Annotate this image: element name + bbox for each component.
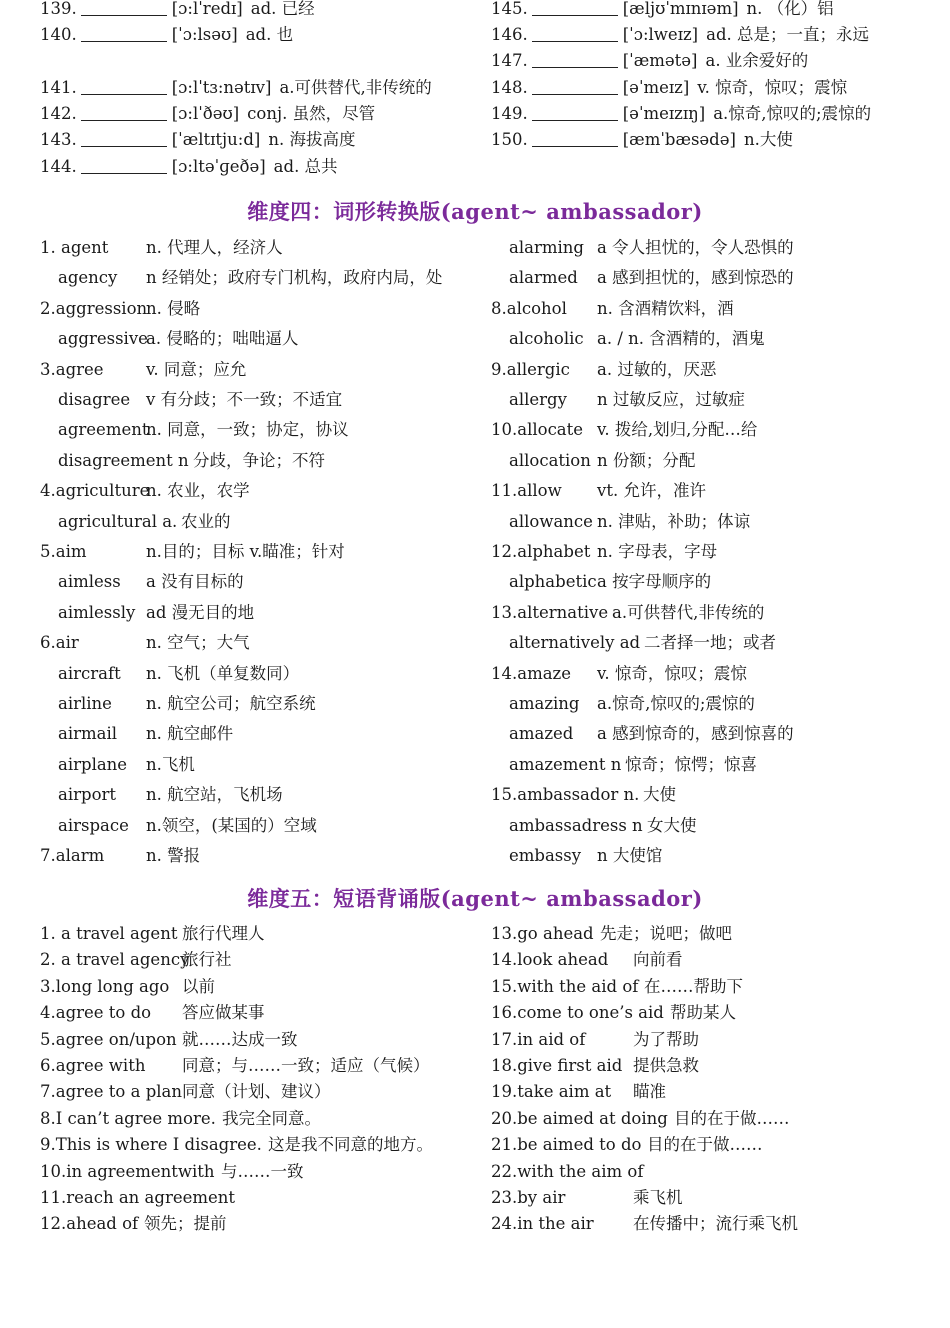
- phrase: 14.look ahead: [491, 950, 609, 970]
- word-form: airplane: [58, 754, 128, 774]
- word-form: disagreement n: [58, 450, 189, 470]
- answer-blank[interactable]: [81, 0, 167, 16]
- vocab-row: [491, 49, 808, 73]
- word-meaning: n. 航空公司；航空系统: [146, 694, 316, 713]
- phonetic: [əˈmeɪz]: [622, 78, 690, 97]
- phrase-meaning: 帮助某人: [670, 1003, 736, 1023]
- phrase-meaning: 瞄准: [633, 1082, 666, 1102]
- phrase-meaning: 先走；说吧；做吧: [600, 924, 732, 943]
- word-meaning: a. / n. 含酒精的，酒鬼: [597, 329, 765, 349]
- word-meaning: a 没有目标的: [146, 572, 244, 592]
- vocab-number: 149.: [491, 104, 528, 123]
- vocab-meaning: a.惊奇,惊叹的;震惊的: [713, 104, 872, 123]
- phrase-meaning: 我完全同意。: [222, 1108, 321, 1128]
- vocab-row: [491, 76, 847, 100]
- word-form: 1. agent: [40, 238, 109, 257]
- phrase-meaning: 同意（计划、建议）: [182, 1082, 331, 1102]
- word-meaning: n. 侵略: [146, 298, 201, 318]
- phrase-meaning: 在传播中；流行乘飞机: [633, 1214, 798, 1234]
- word-form: alarmed: [509, 268, 578, 288]
- word-form: 6.air: [40, 633, 79, 653]
- phrase-row: [0, 1160, 950, 1184]
- phrase: 10.in agreementwith: [40, 1161, 215, 1181]
- word-form-row: [0, 692, 950, 716]
- word-form: airport: [58, 785, 117, 805]
- word-form: alarming: [509, 238, 584, 257]
- word-form: 2.aggression: [40, 298, 148, 318]
- word-form: aimlessly: [58, 602, 136, 622]
- phrase-row: [0, 1054, 950, 1078]
- word-form: embassy: [509, 846, 582, 865]
- word-meaning: a 按字母顺序的: [597, 572, 712, 592]
- vocab-row: [491, 102, 871, 126]
- vocab-row: [40, 128, 355, 152]
- vocab-row: [40, 23, 293, 47]
- answer-blank[interactable]: [81, 102, 167, 121]
- word-form-row: [0, 388, 950, 412]
- word-meaning: 二者择一地；或者: [644, 633, 776, 653]
- word-form-row: [0, 783, 950, 807]
- phrase: 2. a travel agency: [40, 950, 190, 970]
- word-form-row: [0, 236, 950, 260]
- word-meaning: n. 同意，一致；协定，协议: [146, 420, 349, 440]
- word-form-row: [0, 266, 950, 290]
- vocab-meaning: v. 惊奇，惊叹；震惊: [697, 78, 848, 97]
- word-form: amazing: [509, 694, 580, 713]
- word-meaning: n. 字母表，字母: [597, 542, 718, 561]
- word-meaning: n 经销处；政府专门机构，政府内局，处: [146, 268, 443, 288]
- word-form-row: [0, 540, 950, 564]
- word-form: airmail: [58, 724, 118, 744]
- phrase: 18.give first aid: [491, 1056, 623, 1075]
- phrase: 20.be aimed at doing: [491, 1108, 668, 1128]
- word-form: allowance: [509, 511, 593, 531]
- phrase-meaning: 答应做某事: [182, 1003, 265, 1023]
- vocab-meaning: ad. 总共: [273, 157, 338, 176]
- word-form: allergy: [509, 390, 567, 409]
- phrase-meaning: 与……一致: [221, 1161, 304, 1181]
- word-form: 10.allocate: [491, 420, 584, 440]
- vocab-number: 150.: [491, 130, 528, 149]
- phonetic: [ˈæltɪtju:d]: [171, 130, 261, 149]
- vocab-meaning: n.大使: [743, 130, 793, 149]
- word-form-row: [0, 814, 950, 838]
- phrase: 15.with the aid of: [491, 976, 639, 996]
- word-form: 13.alternative: [491, 602, 609, 622]
- vocab-meaning: a.可供替代,非传统的: [279, 78, 432, 97]
- word-meaning: a 令人担忧的，令人恐惧的: [597, 238, 794, 257]
- vocab-number: 142.: [40, 104, 77, 123]
- phrase: 7.agree to a plan: [40, 1082, 182, 1102]
- phrase-meaning: 目的在于做……: [647, 1135, 763, 1155]
- phonetic: [ˈæmətə]: [622, 51, 698, 70]
- word-meaning: n 过敏反应，过敏症: [597, 390, 745, 409]
- word-form: airline: [58, 694, 112, 713]
- vocab-number: 146.: [491, 25, 528, 44]
- word-form-row: [0, 844, 950, 868]
- phrase-row: [0, 1212, 950, 1236]
- word-form-row: [0, 631, 950, 655]
- vocab-number: 139.: [40, 0, 77, 18]
- answer-blank[interactable]: [81, 155, 167, 174]
- word-form-row: [0, 449, 950, 473]
- phonetic: [ɔ:lˈtɜ:nətɪv]: [171, 78, 272, 97]
- word-form: airspace: [58, 815, 129, 835]
- phrase-row: [0, 1133, 950, 1157]
- phrase-meaning: 领先；提前: [144, 1214, 227, 1234]
- phrase-row: [0, 975, 950, 999]
- word-form: alcoholic: [509, 329, 584, 349]
- vocab-number: 147.: [491, 51, 528, 70]
- section5-title: 维度五：短语背诵版(agent~ ambassador): [247, 886, 703, 911]
- word-meaning: 女大使: [647, 815, 697, 835]
- word-form-row: [0, 510, 950, 534]
- answer-blank[interactable]: [81, 128, 167, 147]
- word-form: 14.amaze: [491, 663, 572, 683]
- phrase-row: [0, 1107, 950, 1131]
- vocab-meaning: conj. 虽然，尽管: [247, 104, 376, 123]
- word-form: 5.aim: [40, 542, 87, 561]
- phrase: 5.agree on/upon: [40, 1029, 177, 1049]
- vocab-meaning: ad. 总是；一直；永远: [706, 25, 869, 44]
- word-meaning: a. 过敏的，厌恶: [597, 359, 717, 379]
- vocab-number: 141.: [40, 78, 77, 97]
- phrase: 3.long long ago: [40, 976, 170, 996]
- word-meaning: n. 航空邮件: [146, 724, 234, 744]
- word-meaning: ad 漫无目的地: [146, 602, 255, 622]
- word-form: 11.allow: [491, 481, 562, 501]
- phonetic: [ˈɔ:lsəʊ]: [171, 25, 238, 44]
- phrase: 12.ahead of: [40, 1214, 139, 1234]
- answer-blank[interactable]: [81, 23, 167, 42]
- word-meaning: n. 含酒精饮料，酒: [597, 298, 734, 318]
- word-meaning: v. 拨给,划归,分配…给: [597, 420, 758, 440]
- word-meaning: n.飞机: [146, 754, 195, 774]
- word-meaning: 惊奇；惊愕；惊喜: [625, 754, 757, 774]
- word-form-row: [0, 662, 950, 686]
- word-form: agreement: [58, 420, 149, 440]
- word-meaning: n. 代理人，经济人: [146, 238, 283, 257]
- word-meaning: 农业的: [181, 511, 231, 531]
- word-form: allocation: [509, 450, 591, 470]
- phrase-meaning: 乘飞机: [633, 1188, 683, 1207]
- vocab-number: 140.: [40, 25, 77, 44]
- word-form: ambassadress n: [509, 815, 643, 835]
- answer-blank[interactable]: [532, 128, 618, 147]
- word-meaning: a.可供替代,非传统的: [612, 602, 765, 622]
- phrase-meaning: 旅行代理人: [182, 924, 265, 943]
- phrase-row: [0, 1186, 950, 1210]
- answer-blank[interactable]: [532, 76, 618, 95]
- phrase-meaning: 就……达成一致: [182, 1029, 298, 1049]
- phrase-meaning: 提供急救: [633, 1056, 699, 1075]
- word-meaning: n 大使馆: [597, 846, 663, 865]
- phrase: 16.come to one’s aid: [491, 1003, 664, 1023]
- word-form: 12.alphabet: [491, 542, 591, 561]
- word-form-row: [0, 753, 950, 777]
- vocab-meaning: a. 业余爱好的: [705, 51, 809, 70]
- phrase-meaning: 目的在于做……: [674, 1108, 790, 1128]
- word-meaning: v. 惊奇，惊叹；震惊: [597, 663, 747, 683]
- word-meaning: a 感到惊奇的，感到惊喜的: [597, 724, 794, 744]
- word-form-row: [0, 358, 950, 382]
- word-meaning: v 有分歧；不一致；不适宜: [146, 390, 343, 409]
- vocab-meaning: n. （化）铝: [746, 0, 834, 18]
- word-form: 9.allergic: [491, 359, 570, 379]
- phrase: 4.agree to do: [40, 1003, 152, 1023]
- vocab-row: [491, 23, 869, 47]
- phrase: 6.agree with: [40, 1056, 146, 1075]
- word-form: agency: [58, 268, 118, 288]
- phrase-meaning: 旅行社: [182, 950, 232, 970]
- answer-blank[interactable]: [81, 76, 167, 95]
- word-form: amazed: [509, 724, 574, 744]
- phrase-meaning: 为了帮助: [633, 1029, 699, 1049]
- vocab-number: 145.: [491, 0, 528, 18]
- phrase: 11.reach an agreement: [40, 1188, 236, 1207]
- phonetic: [æmˈbæsədə]: [622, 130, 736, 149]
- word-form: 3.agree: [40, 359, 104, 379]
- word-meaning: n. 农业，农学: [146, 481, 250, 501]
- vocab-row: [491, 128, 793, 152]
- phrase: 9.This is where I disagree.: [40, 1135, 262, 1155]
- word-meaning: n.目的；目标 v.瞄准；针对: [146, 542, 345, 561]
- word-meaning: vt. 允许，准许: [597, 481, 706, 501]
- vocab-row: [491, 0, 834, 21]
- phrase: 1. a travel agent: [40, 924, 178, 943]
- phrase-meaning: 向前看: [633, 950, 683, 970]
- word-meaning: a 感到担忧的，感到惊恐的: [597, 268, 794, 288]
- vocab-number: 143.: [40, 130, 77, 149]
- word-meaning: a.惊奇,惊叹的;震惊的: [597, 694, 755, 713]
- phrase-meaning: 以前: [182, 976, 215, 996]
- word-form: aggressive: [58, 329, 148, 349]
- phonetic: [ɔ:ltəˈɡeðə]: [171, 157, 266, 176]
- vocab-row: [40, 76, 432, 100]
- answer-blank[interactable]: [532, 102, 618, 121]
- phrase-row: [0, 922, 950, 946]
- word-form-row: [0, 327, 950, 351]
- vocab-row: [40, 102, 375, 126]
- word-form-row: [0, 601, 950, 625]
- word-meaning: n. 津贴，补助；体谅: [597, 511, 751, 531]
- vocab-number: 148.: [491, 78, 528, 97]
- vocab-row: [40, 155, 338, 179]
- phonetic: [əˈmeɪzɪŋ]: [622, 104, 706, 123]
- word-meaning: n. 空气；大气: [146, 633, 250, 653]
- answer-blank[interactable]: [532, 49, 618, 68]
- phonetic: [ˈɔ:lweɪz]: [622, 25, 699, 44]
- word-meaning: 分歧，争论；不符: [193, 450, 325, 470]
- vocab-row: [40, 0, 315, 21]
- phrase-meaning: 在……帮助下: [644, 976, 743, 996]
- phrase-row: [0, 948, 950, 972]
- phonetic: [ɔ:lˈðəʊ]: [171, 104, 240, 123]
- word-form: amazement n: [509, 754, 622, 774]
- word-form: disagree: [58, 390, 131, 409]
- word-form-row: [0, 722, 950, 746]
- word-form: aimless: [58, 572, 121, 592]
- word-meaning: n 份额；分配: [597, 450, 696, 470]
- section4-title: 维度四：词形转换版(agent~ ambassador): [247, 199, 703, 224]
- word-form: 7.alarm: [40, 846, 105, 865]
- phrase: 17.in aid of: [491, 1029, 586, 1049]
- phrase: 22.with the aim of: [491, 1161, 644, 1181]
- word-form: alphabetic: [509, 572, 597, 592]
- word-form-row: [0, 479, 950, 503]
- phrase-row: [0, 1028, 950, 1052]
- vocab-meaning: ad. 已经: [250, 0, 315, 18]
- phrase-row: [0, 1001, 950, 1025]
- word-form: alternatively ad: [509, 633, 641, 653]
- word-form: agricultural a.: [58, 511, 178, 531]
- word-meaning: n.领空，(某国的）空域: [146, 815, 317, 835]
- answer-blank[interactable]: [532, 0, 618, 16]
- vocab-meaning: ad. 也: [245, 25, 294, 44]
- word-meaning: n. 航空站，飞机场: [146, 785, 283, 805]
- word-meaning: n. 飞机（单复数同）: [146, 663, 300, 683]
- vocab-meaning: n. 海拔高度: [268, 130, 356, 149]
- word-meaning: a. 侵略的；咄咄逼人: [146, 329, 299, 349]
- phrase: 13.go ahead: [491, 924, 594, 943]
- phonetic: [ɔ:lˈredɪ]: [171, 0, 243, 18]
- word-form-row: [0, 418, 950, 442]
- phrase: 19.take aim at: [491, 1082, 612, 1102]
- word-form-row: [0, 570, 950, 594]
- word-form: aircraft: [58, 663, 121, 683]
- word-form-row: [0, 297, 950, 321]
- phrase-meaning: 同意；与……一致；适应（气候）: [182, 1056, 430, 1075]
- answer-blank[interactable]: [532, 23, 618, 42]
- phonetic: [æljʊˈmɪnɪəm]: [622, 0, 739, 18]
- word-meaning: v. 同意；应允: [146, 359, 247, 379]
- phrase: 21.be aimed to do: [491, 1135, 642, 1155]
- word-form: 15.ambassador n.: [491, 785, 640, 805]
- word-form: 8.alcohol: [491, 298, 567, 318]
- vocab-number: 144.: [40, 157, 77, 176]
- phrase: 24.in the air: [491, 1214, 594, 1234]
- word-meaning: n. 警报: [146, 846, 201, 865]
- phrase-meaning: 这是我不同意的地方。: [268, 1135, 433, 1155]
- phrase: 23.by air: [491, 1188, 566, 1207]
- word-form: 4.agriculture: [40, 481, 150, 501]
- word-meaning: 大使: [643, 785, 676, 805]
- phrase: 8.I can’t agree more.: [40, 1108, 216, 1128]
- phrase-row: [0, 1080, 950, 1104]
